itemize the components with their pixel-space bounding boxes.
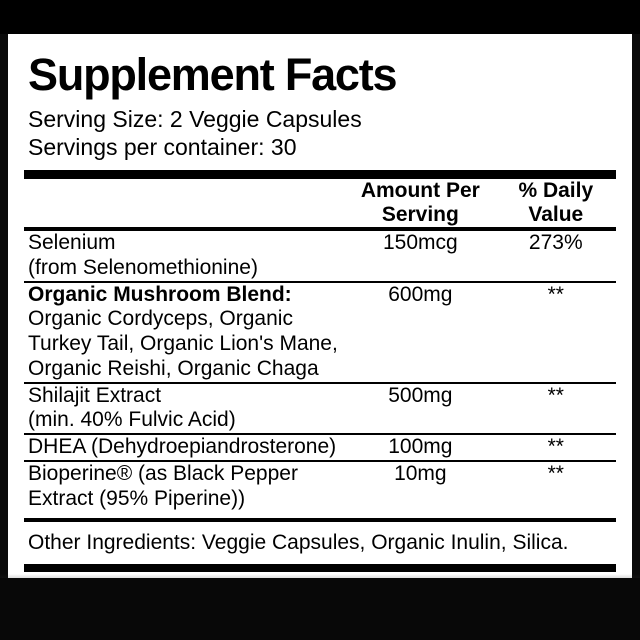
row-name [24,462,345,512]
row-amount: 100mg [388,435,453,459]
header-daily-value: % Daily Value [518,179,594,227]
header-amount-per-serving: Amount Per Serving [360,179,480,227]
table-row [24,435,616,460]
row-name-main: Bioperine® (as Black Pepper Extract (95% Piperine)) [28,461,298,510]
page-title: Supplement Facts [28,49,397,100]
nutrition-table [24,179,616,511]
header-blank [24,179,345,227]
table-row [24,462,616,512]
row-name-main: Selenium [28,231,116,255]
row-name [24,435,345,460]
table-header-row [24,179,616,227]
row-name-sub: (min. 40% Fulvic Acid) [28,408,236,432]
row-amount: 600mg [388,282,453,306]
background-bottom-band [0,578,640,640]
divider-med-bottom [24,518,616,522]
row-amount: 10mg [394,461,447,485]
row-daily-value: ** [547,461,564,485]
row-name-sub: Organic Cordyceps, Organic Turkey Tail, Organic Lion's Mane, Organic Reishi, Organic Chaga [28,307,338,380]
divider-heavy-bottom [24,564,616,572]
servings-per-container-text: Servings per container: 30 [28,134,297,161]
table-row [24,384,616,434]
row-daily-value: ** [547,282,564,306]
row-name-main: Shilajit Extract [28,383,162,407]
row-daily-value: ** [547,435,564,459]
row-name [24,231,345,281]
row-daily-value: 273% [528,231,583,255]
row-amount: 500mg [388,383,453,407]
background-top-band [0,0,640,34]
row-name-sub: (from Selenomethionine) [28,255,258,279]
row-name [24,283,345,382]
row-amount: 150mcg [382,231,458,255]
table-row [24,283,616,382]
serving-size-text: Serving Size: 2 Veggie Capsules [28,106,362,132]
divider-heavy-top [24,170,616,179]
row-name-main: DHEA (Dehydroepiandrosterone) [28,435,337,459]
other-ingredients-text: Other Ingredients: Veggie Capsules, Organic Inulin, Silica. [28,530,569,554]
row-name-main: Organic Mushroom Blend: [28,282,292,306]
row-daily-value: ** [547,383,564,407]
row-name [24,384,345,434]
table-row [24,231,616,281]
supplement-facts-panel [8,34,632,580]
